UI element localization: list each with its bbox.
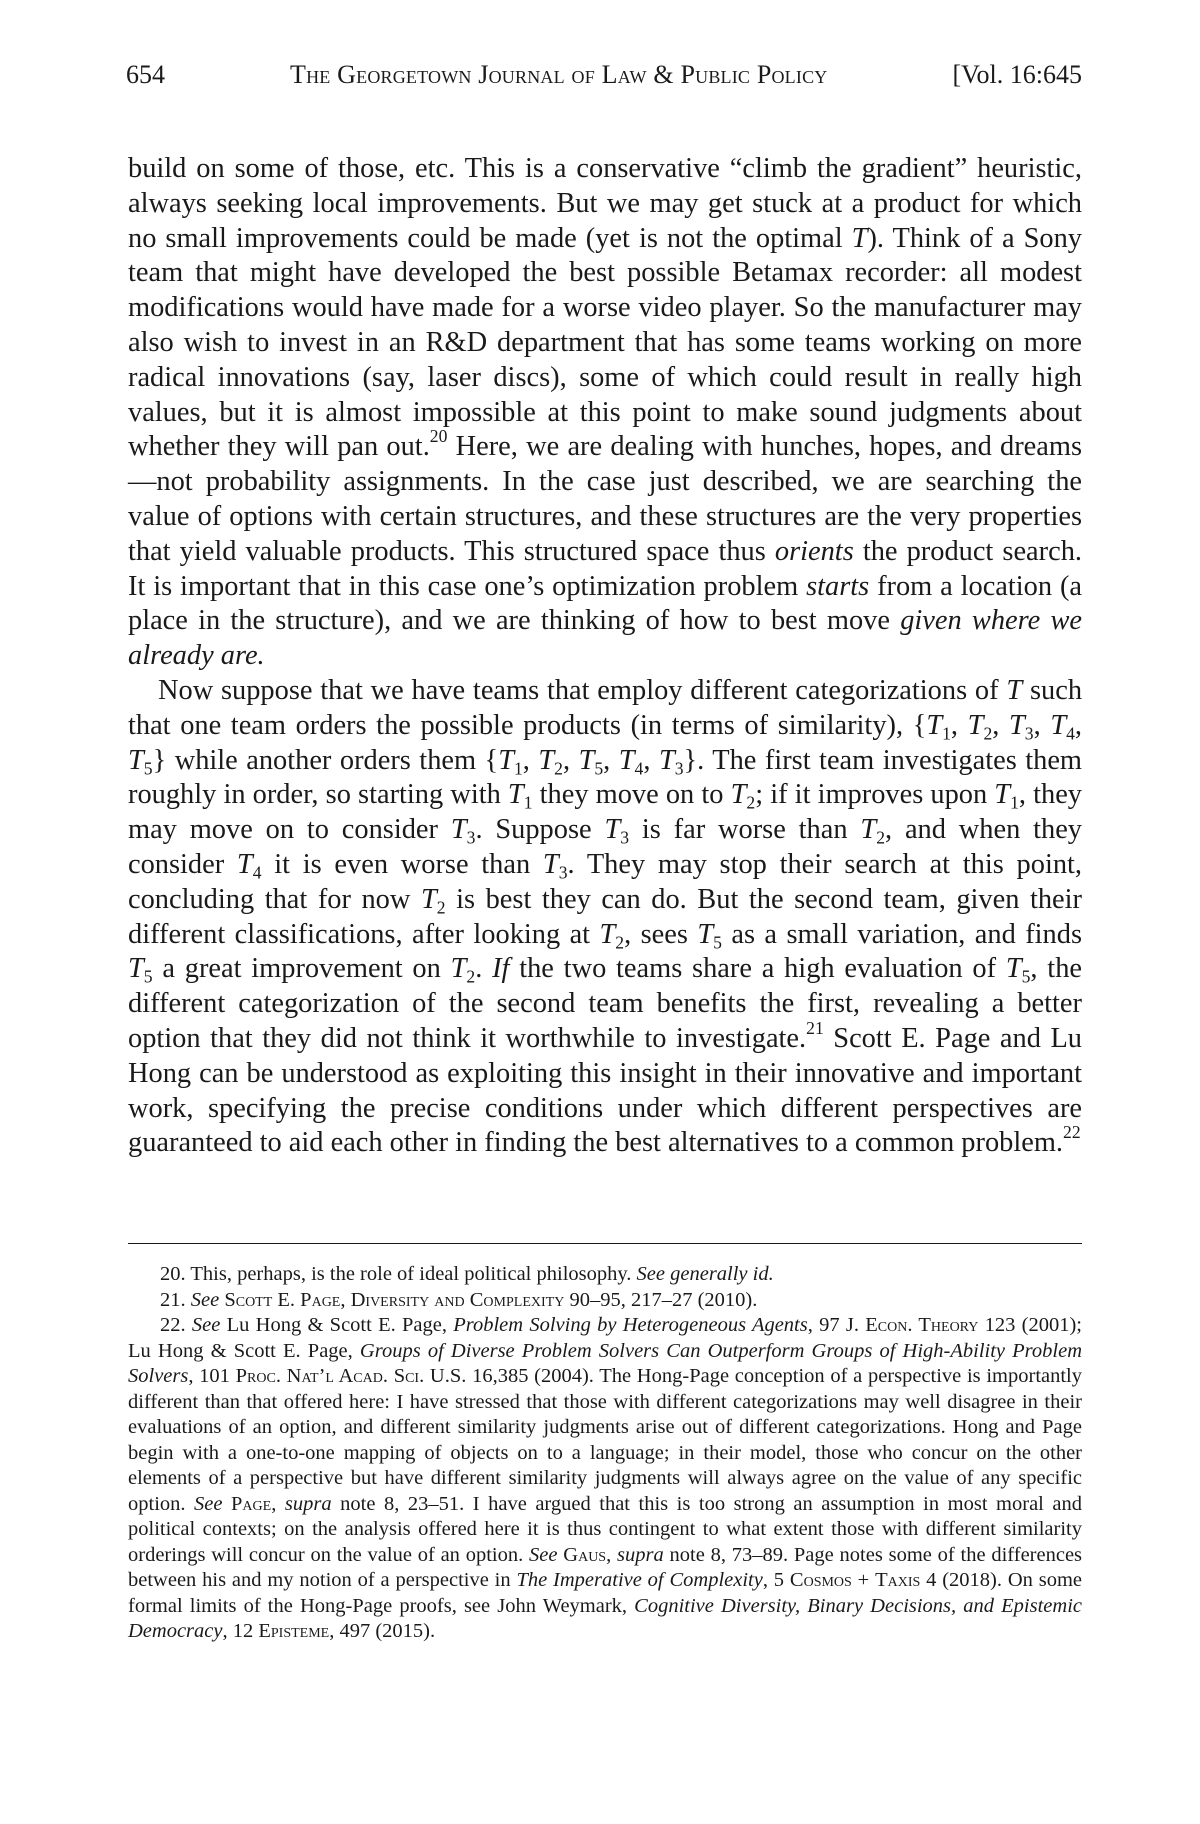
page-number: 654 [126, 60, 165, 89]
footnote-22: 22. See Lu Hong & Scott E. Page, Problem Solving by Heterogeneous Agents, 97 J. Econ. Theory 123 (2001); Lu Hong & Scott E. Page, Groups of Diverse Problem Solvers Can Outperform Groups of High-Ability Problem Solvers, 101 Proc. Nat’l Acad. Sci. U.S. 16,385 (2004). The Hong-Page conception of a perspective is importantly different than that offered here: I have stressed that those with different categorizations may well disagree in their evaluations of an option, and different similarity judgments arise out of different categorizations. Hong and Page begin with a one-to-one mapping of objects on to a language; in their model, those who concur on the other elements of a perspective but have different similarity judgments will always agree on the value of any specific option. See Page, supra note 8, 23–51. I have argued that this is too strong an assumption in most moral and political contexts; on the analysis offered here it is thus contingent to what extent those with different similarity orderings will concur on the value of an option. See Gaus, supra note 8, 73–89. Page notes some of the differences between his and my notion of a perspective in The Imperative of Complexity, 5 Cosmos + Taxis 4 (2018). On some formal limits of the Hong-Page proofs, see John Weymark, Cognitive Diversity, Binary Decisions, and Epistemic Democracy, 12 Episteme, 497 (2015). [128, 1314, 1083, 1642]
footnote-divider [128, 1243, 1082, 1244]
paragraph-2: Now suppose that we have teams that employ different categorizations of T such that one team orders the possible products (in terms of similarity), {$T_1$, $T_2$, $T_3$, $T_4$, $T_5$} while another orders them {$T_1$, $T_2$, $T_5$, $T_4$, $T_3$}. The first team investigates them roughly in order, so starting with $T_1$ they move on to $T_2$; if it improves upon $T_1$, they may move on to consider $T_3$. Suppose $T_3$ is far worse than $T_2$, and when they consider $T_4$ it is even worse than $T_3$. They may stop their search at this point, concluding that for now $T_2$ is best they can do. But the second team, given their different classifications, after looking at $T_2$, sees $T_5$ as a small variation, and finds $T_5$ a great improvement on $T_2$. If the two teams share a high evaluation of $T_5$, the different categorization of the second team benefits the first, revealing a better option that they did not think it worthwhile to investigate.$^{21}$ Scott E. Page and Lu Hong can be understood as exploiting this insight in their innovative and important work, specifying the precise conditions under which different perspectives are guaranteed to aid each other in finding the best alternatives to a common problem.$^{22}$ [128, 674, 1083, 1159]
volume-citation: [Vol. 16:645 [952, 60, 1082, 89]
footnotes [128, 1262, 1082, 1645]
footnote-21: 21. See Scott E. Page, Diversity and Complexity 90–95, 217–27 (2010). [160, 1288, 758, 1311]
main-text [128, 152, 1082, 1161]
running-header [126, 58, 1082, 92]
footnote-20: 20. This, perhaps, is the role of ideal political philosophy. See generally id. [160, 1263, 774, 1285]
journal-title: The Georgetown Journal of Law & Public Policy [289, 60, 828, 89]
paragraph-1: build on some of those, etc. This is a conservative “climb the gradient” heuristic, always seeking local improvements. But we may get stuck at a product for which no small improvements could be made (yet is not the optimal T). Think of a Sony team that might have developed the best possible Betamax recorder: all modest modifications would have made for a worse video player. So the manufacturer may also wish to invest in an R&D department that has some teams working on more radical innovations (say, laser discs), some of which could result in really high values, but it is almost impossible at this point to make sound judgments about whether they will pan out.$^{20}$ Here, we are dealing with hunches, hopes, and dreams—not probability assignments. In the case just described, we are searching the value of options with certain structures, and these structures are the very properties that yield valuable products. This structured space thus orients the product search. It is important that in this case one’s optimization problem starts from a location (a place in the structure), and we are thinking of how to best move given where we already are. [128, 153, 1083, 672]
